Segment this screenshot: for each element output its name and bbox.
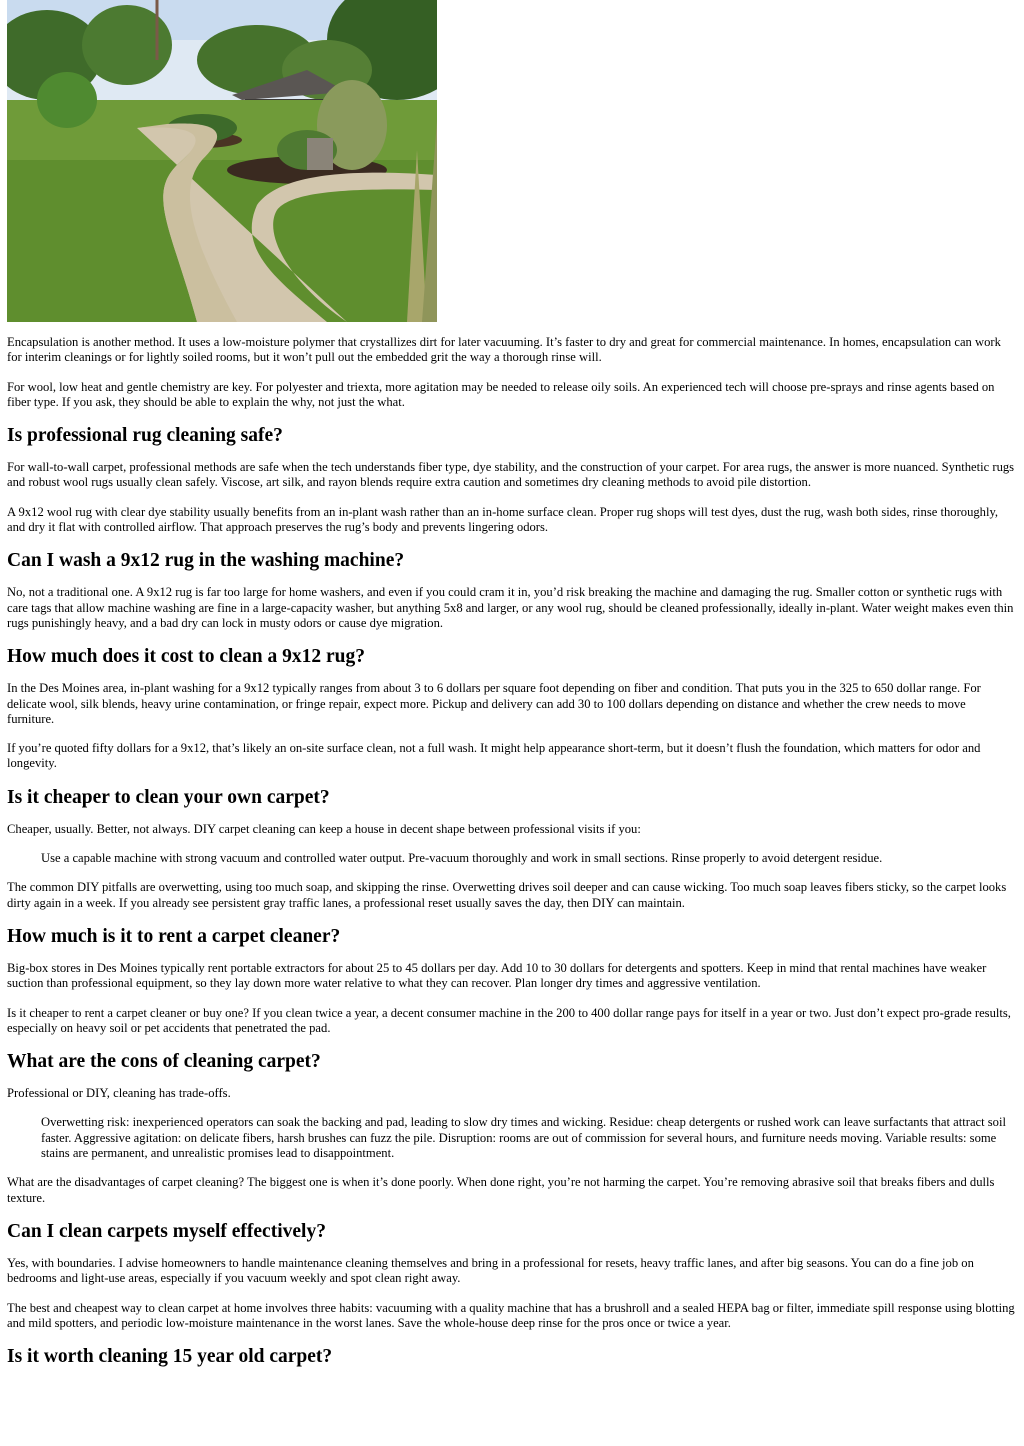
section-heading: Can I clean carpets myself effectively? — [7, 1220, 326, 1242]
article-body — [7, 335, 1015, 1381]
section-heading: Is professional rug cleaning safe? — [7, 425, 283, 447]
paragraph: In the Des Moines area, in-plant washing for a 9x12 typically ranges from about 3 to 6 dollars per square foot depending on fiber and condition. That puts you in the 325 to 650 dollar range. For delicate wool, silk blends, heavy urine contamination, or fringe repair, expect more. Pickup and delivery can add 30 to 100 dollars depending on distance and whether the crew needs to move furniture. — [7, 681, 981, 726]
section-heading: Can I wash a 9x12 rug in the washing machine? — [7, 550, 405, 572]
paragraph: The common DIY pitfalls are overwetting, using too much soap, and skipping the rinse. Overwetting drives soil deeper and can cause wicking. Too much soap leaves fibers sticky, so the carpet looks dirty again in a week. If you already see persistent gray traffic lanes, a professional reset usually saves the day, then DIY can maintain. — [7, 880, 1007, 910]
paragraph: If you’re quoted fifty dollars for a 9x12, that’s likely an on-site surface clean, not a full wash. It might help appearance short-term, but it doesn’t flush the foundation, which matters for odor and longevity. — [7, 741, 981, 771]
paragraph: Encapsulation is another method. It uses a low-moisture polymer that crystallizes dirt for later vacuuming. It’s faster to dry and great for commercial maintenance. In homes, encapsulation can work for interim cleanings or for lightly soiled rooms, but it won’t pull out the embedded grit the way a thorough rinse will. — [7, 335, 1001, 365]
paragraph: What are the disadvantages of carpet cleaning? The biggest one is when it’s done poorly. When done right, you’re not harming the carpet. You’re removing abrasive soil that breaks fibers and dulls texture. — [7, 1175, 995, 1205]
section-heading: Is it cheaper to clean your own carpet? — [7, 786, 330, 808]
section-heading: What are the cons of cleaning carpet? — [7, 1051, 321, 1073]
paragraph: No, not a traditional one. A 9x12 rug is far too large for home washers, and even if you could cram it in, you’d risk breaking the machine and damaging the rug. Smaller cotton or synthetic rugs with care tags that allow machine washing are fine in a large-capacity washer, but anything 5x8 and larger, or any wool rug, should be cleaned professionally, ideally in-plant. Water weight makes even thin rugs punishingly heavy, and a bad dry can lock in musty odors or cause dye migration. — [7, 585, 1014, 630]
section-heading: How much is it to rent a carpet cleaner? — [7, 925, 341, 947]
section-heading: How much does it cost to clean a 9x12 rug? — [7, 646, 366, 668]
paragraph: Is it cheaper to rent a carpet cleaner or buy one? If you clean twice a year, a decent consumer machine in the 200 to 400 dollar range pays for itself in a year or two. Just don’t expect pro-grade results, especially on heavy soil or pet accidents that penetrated the pad. — [7, 1005, 1011, 1035]
paragraph: The best and cheapest way to clean carpet at home involves three habits: vacuuming with a quality machine that has a brushroll and a sealed HEPA bag or filter, immediate spill response using blotting and mild spotters, and periodic low-moisture maintenance in the worst lanes. Save the whole-house deep rinse for the pros once or twice a year. — [7, 1300, 1015, 1330]
blockquote: Overwetting risk: inexperienced operators can soak the backing and pad, leading to slow dry times and wicking. Residue: cheap detergents or rushed work can leave surfactants that attract soil faster. Aggressive agitation: on delicate fibers, harsh brushes can fuzz the pile. Disruption: rooms are out of commission for several hours, and furniture needs moving. Variable results: some stains are permanent, and unrealistic promises lead to disappointment. — [41, 1115, 1006, 1161]
paragraph: Professional or DIY, cleaning has trade-offs. — [7, 1086, 231, 1101]
paragraph: Yes, with boundaries. I advise homeowners to handle maintenance cleaning themselves and bring in a professional for resets, heavy traffic lanes, and after big seasons. You can do a fine job on bedrooms and light-use areas, especially if you vacuum weekly and spot clean right away. — [7, 1255, 974, 1286]
paragraph: A 9x12 wool rug with clear dye stability usually benefits from an in-plant wash rather than an in-home surface clean. Proper rug shops will test dyes, dust the rug, wash both sides, rinse thoroughly, and dry it flat with controlled airflow. That approach preserves the rug’s body and prevents lingering odors. — [7, 504, 999, 535]
paragraph: Cheaper, usually. Better, not always. DIY carpet cleaning can keep a house in decent shape between professional visits if you: — [7, 821, 641, 836]
paragraph: For wall-to-wall carpet, professional methods are safe when the tech understands fiber type, dye stability, and the construction of your carpet. For area rugs, the answer is more nuanced. Synthetic rugs and robust wool rugs usually clean safely. Viscose, art silk, and rayon blends require extra caution and sometimes dry cleaning methods to avoid pile distortion. — [7, 460, 1015, 490]
park-path-photo — [7, 0, 437, 322]
paragraph: Big-box stores in Des Moines typically rent portable extractors for about 25 to 45 dollars per day. Add 10 to 30 dollars for detergents and spotters. Keep in mind that rental machines have weaker suction than professional equipment, so they lay down more water relative to what they can recover. Plan longer dry times and aggressive ventilation. — [7, 960, 987, 991]
section-heading: Is it worth cleaning 15 year old carpet? — [7, 1346, 333, 1368]
paragraph: For wool, low heat and gentle chemistry are key. For polyester and triexta, more agitation may be needed to release oily soils. An experienced tech will choose pre-sprays and rinse agents based on fiber type. If you ask, they should be able to explain the why, not just the what. — [7, 379, 995, 409]
blockquote: Use a capable machine with strong vacuum and controlled water output. Pre-vacuum thoroughly and work in small sections. Rinse properly to avoid detergent residue. — [41, 851, 883, 866]
